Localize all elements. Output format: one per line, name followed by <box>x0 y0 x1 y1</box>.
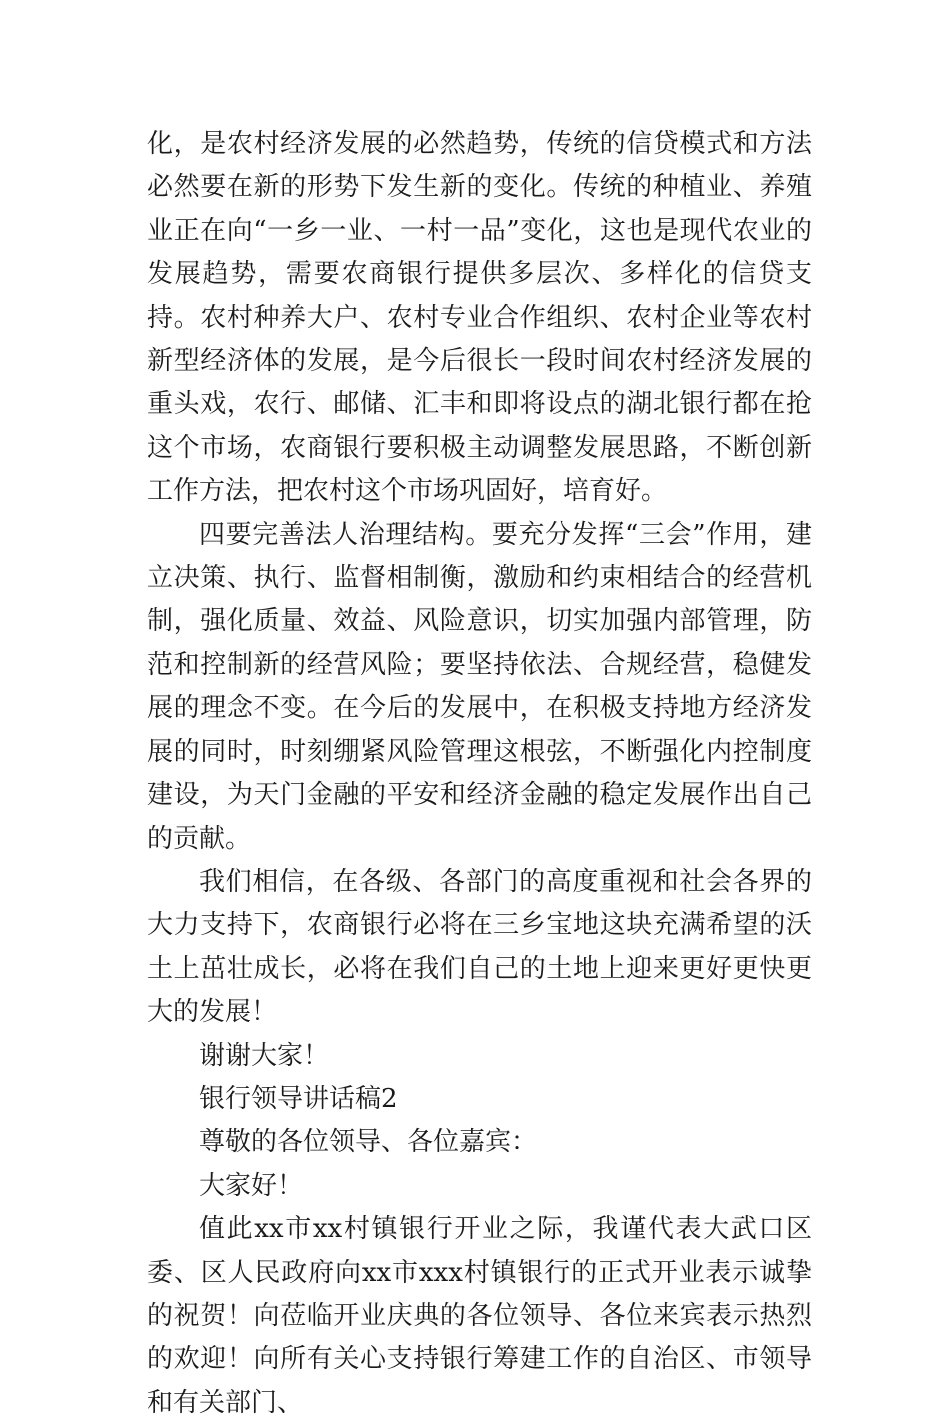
greeting: 大家好！ <box>199 1170 304 1201</box>
paragraph-opening-congratulations: 值此xx市xx村镇银行开业之际，我谨代表大武口区委、区人民政府向xx市xxx村镇银行的正式开业表示诚挚的祝贺！向莅临开业庆典的各位领导、各位来宾表示热烈的欢迎！向所有关心支持银行筹建工作的自治区、市领导和有关部门、 <box>147 1214 812 1418</box>
document-body <box>147 123 812 1425</box>
paragraph-thanks: 谢谢大家！ <box>199 1040 330 1071</box>
salutation: 尊敬的各位领导、各位嘉宾： <box>199 1127 538 1158</box>
section-heading: 银行领导讲话稿2 <box>199 1083 398 1114</box>
paragraph-confidence: 我们相信，在各级、各部门的高度重视和社会各界的大力支持下，农商银行必将在三乡宝地这块充满希望的沃土上茁壮成长，必将在我们自己的土地上迎来更好更快更大的发展！ <box>147 866 812 1028</box>
paragraph-rural-credit: 化，是农村经济发展的必然趋势，传统的信贷模式和方法必然要在新的形势下发生新的变化。传统的种植业、养殖业正在向“一乡一业、一村一品”变化，这也是现代农业的发展趋势，需要农商银行提供多层次、多样化的信贷支持。农村种养大户、农村专业合作组织、农村企业等农村新型经济体的发展，是今后很长一段时间农村经济发展的重头戏，农行、邮储、汇丰和即将设点的湖北银行都在抢这个市场，农商银行要积极主动调整发展思路，不断创新工作方法，把农村这个市场巩固好，培育好。 <box>147 129 812 507</box>
paragraph-corporate-governance: 四要完善法人治理结构。要充分发挥“三会”作用，建立决策、执行、监督相制衡，激励和约束相结合的经营机制，强化质量、效益、风险意识，切实加强内部管理，防范和控制新的经营风险；要坚持依法、合规经营，稳健发展的理念不变。在今后的发展中，在积极支持地方经济发展的同时，时刻绷紧风险管理这根弦，不断强化内控制度建设，为天门金融的平安和经济金融的稳定发展作出自己的贡献。 <box>147 519 812 854</box>
